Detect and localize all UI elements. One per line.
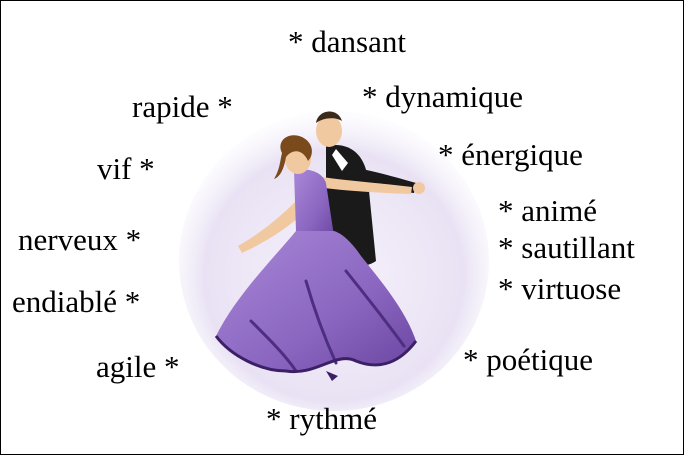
word-rythme: * rythmé (266, 401, 378, 436)
word-endiable: endiablé * (12, 284, 141, 319)
word-dynamique: * dynamique (362, 79, 523, 114)
word-poetique: * poétique (463, 342, 593, 377)
word-virtuose: * virtuose (498, 271, 622, 306)
word-energique: * énergique (438, 137, 583, 172)
word-dansant: * dansant (288, 24, 406, 59)
word-anime: * animé (498, 193, 597, 228)
word-sautillant: * sautillant (498, 230, 635, 265)
word-agile: agile * (96, 349, 180, 384)
word-rapide: rapide * (132, 89, 233, 124)
word-nerveux: nerveux * (18, 222, 142, 257)
word-vif: vif * (97, 151, 155, 186)
